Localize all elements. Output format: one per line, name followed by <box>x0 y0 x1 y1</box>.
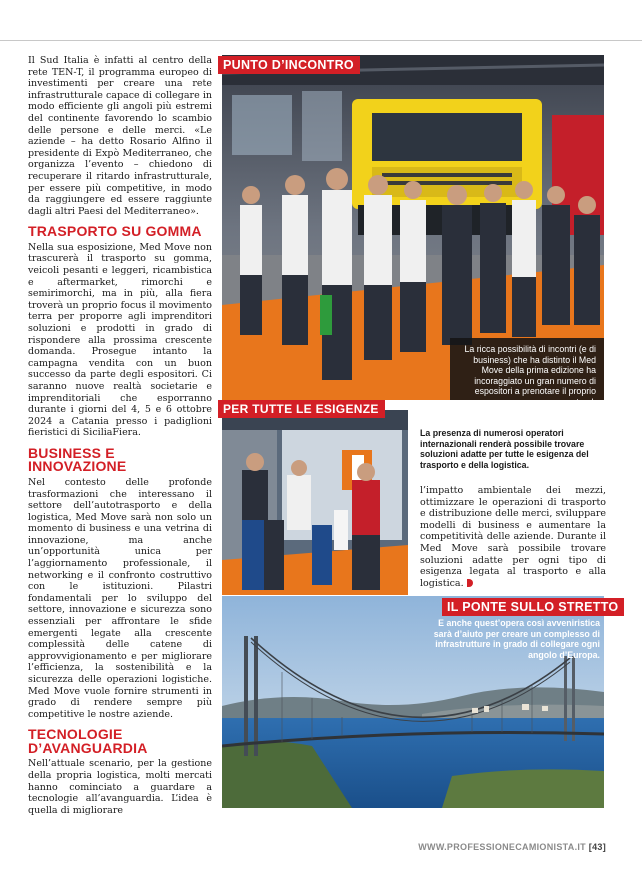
end-of-article-icon <box>467 579 473 587</box>
article-column <box>28 55 212 816</box>
top-rule <box>0 40 642 41</box>
footer-website: WWW.PROFESSIONECAMIONISTA.IT <box>418 842 586 852</box>
page-footer <box>418 842 606 852</box>
section-paragraph: Nel contesto delle profonde trasformazioni che interessano il settore dell’autotrasporto e della logistica, Med Move sarà non solo un momento di business e una vetrina di innovazione, ma anche un’opportunità unica per l’aggiornamento professionale, il networking e il confronto costruttivo con le istituzioni. Pilastri fondamentali per lo sviluppo del settore, innovazione e sicurezza sono essenziali per affrontare le sfide emergenti legate alla crescente complessità delle catene di approvvigionamento e per migliorare l’efficienza, la sostenibilità e la sicurezza delle operazioni logistiche. Med Move vuole fornire strumenti in grado di rendere sempre più competitive le nostre aziende. <box>28 476 212 720</box>
continuation-text: l’impatto ambientale dei mezzi, ottimizzare le operazioni di trasporto e distribuzione delle merci, sviluppare modelli di business e aumentare la competitività delle aziende. Durante il Med Move sarà possibile trovare soluzioni adatte per ogni tipo di esigenza legata al trasporto e alla logistica. <box>420 485 606 589</box>
intro-paragraph: Il Sud Italia è infatti al centro della rete TEN-T, il programma europeo di investimenti per creare una rete infrastrutturale capace di collegare in modo efficiente gli angoli più estremi del continente favorendo lo scambio delle persone e delle merci. «Le aziende – ha detto Rosario Alfino il presidente di Expò Mediterraneo, che organizza l’evento – chiedono di recuperare il ritardo infrastrutturale, per essere più competitive, in modo da raggiungere ed essere raggiunte dagli altri Paesi del Mediterraneo». <box>28 55 212 217</box>
section-heading: TECNOLOGIE D’AVANGUARDIA <box>28 726 148 756</box>
photo-caption: La presenza di numerosi operatori internazionali renderà possibile trovare soluzioni adatte per tutte le esigenza del trasporto e della logistica. <box>420 428 589 470</box>
continuation-paragraph <box>420 485 606 589</box>
continuation-column <box>420 485 606 589</box>
photo-tag-punto-incontro: PUNTO D’INCONTRO <box>218 56 360 74</box>
booth-photo <box>222 410 408 595</box>
section-paragraph: Nella sua esposizione, Med Move non trascurerà il trasporto su gomma, veicoli pesanti e leggeri, ricambistica e aftermarket, rimorchi e semirimorchi, ma in più, alla fiera troverà un proprio focus il movimento terra per proporre agli imprenditori soluzioni e prodotti in grado di rispondere alla prossima crescente domanda. Prosegue intanto la campagna vendita con un buon successo da parte degli espositori. Ci saranno nuove realtà societarie e imprenditoriali che esporranno durante i giorni del 4, 5 e 6 ottobre 2024 a Catania presso i padiglioni fieristici di SiciliaFiera. <box>28 241 212 439</box>
booth-scene-image <box>222 410 408 595</box>
photo-caption: La ricca possibilità di incontri (e di business) che ha distinto il Med Move della prima edizione ha incoraggiato un gran numero di espositori a prenotare il proprio stand. <box>450 338 604 400</box>
photo-tag-per-tutte-le-esigenze: PER TUTTE LE ESIGENZE <box>218 400 385 418</box>
section-paragraph: Nell’attuale scenario, per la gestione della propria logistica, molti mercati hanno cominciato a guardare a tecnologie all’avanguardia. L’idea è quella di migliorare <box>28 758 212 816</box>
section-heading: BUSINESS E INNOVAZIONE <box>28 444 127 475</box>
photo-caption: E anche quest’opera così avveniristica sarà d’aiuto per creare un complesso di infrastrutture in grado di collegare ogni angolo d’Europa. <box>433 618 600 660</box>
section-heading: TRASPORTO SU GOMMA <box>28 223 202 240</box>
photo-tag-ponte-stretto: IL PONTE SULLO STRETTO <box>442 598 624 616</box>
page-number: [43] <box>588 842 606 852</box>
